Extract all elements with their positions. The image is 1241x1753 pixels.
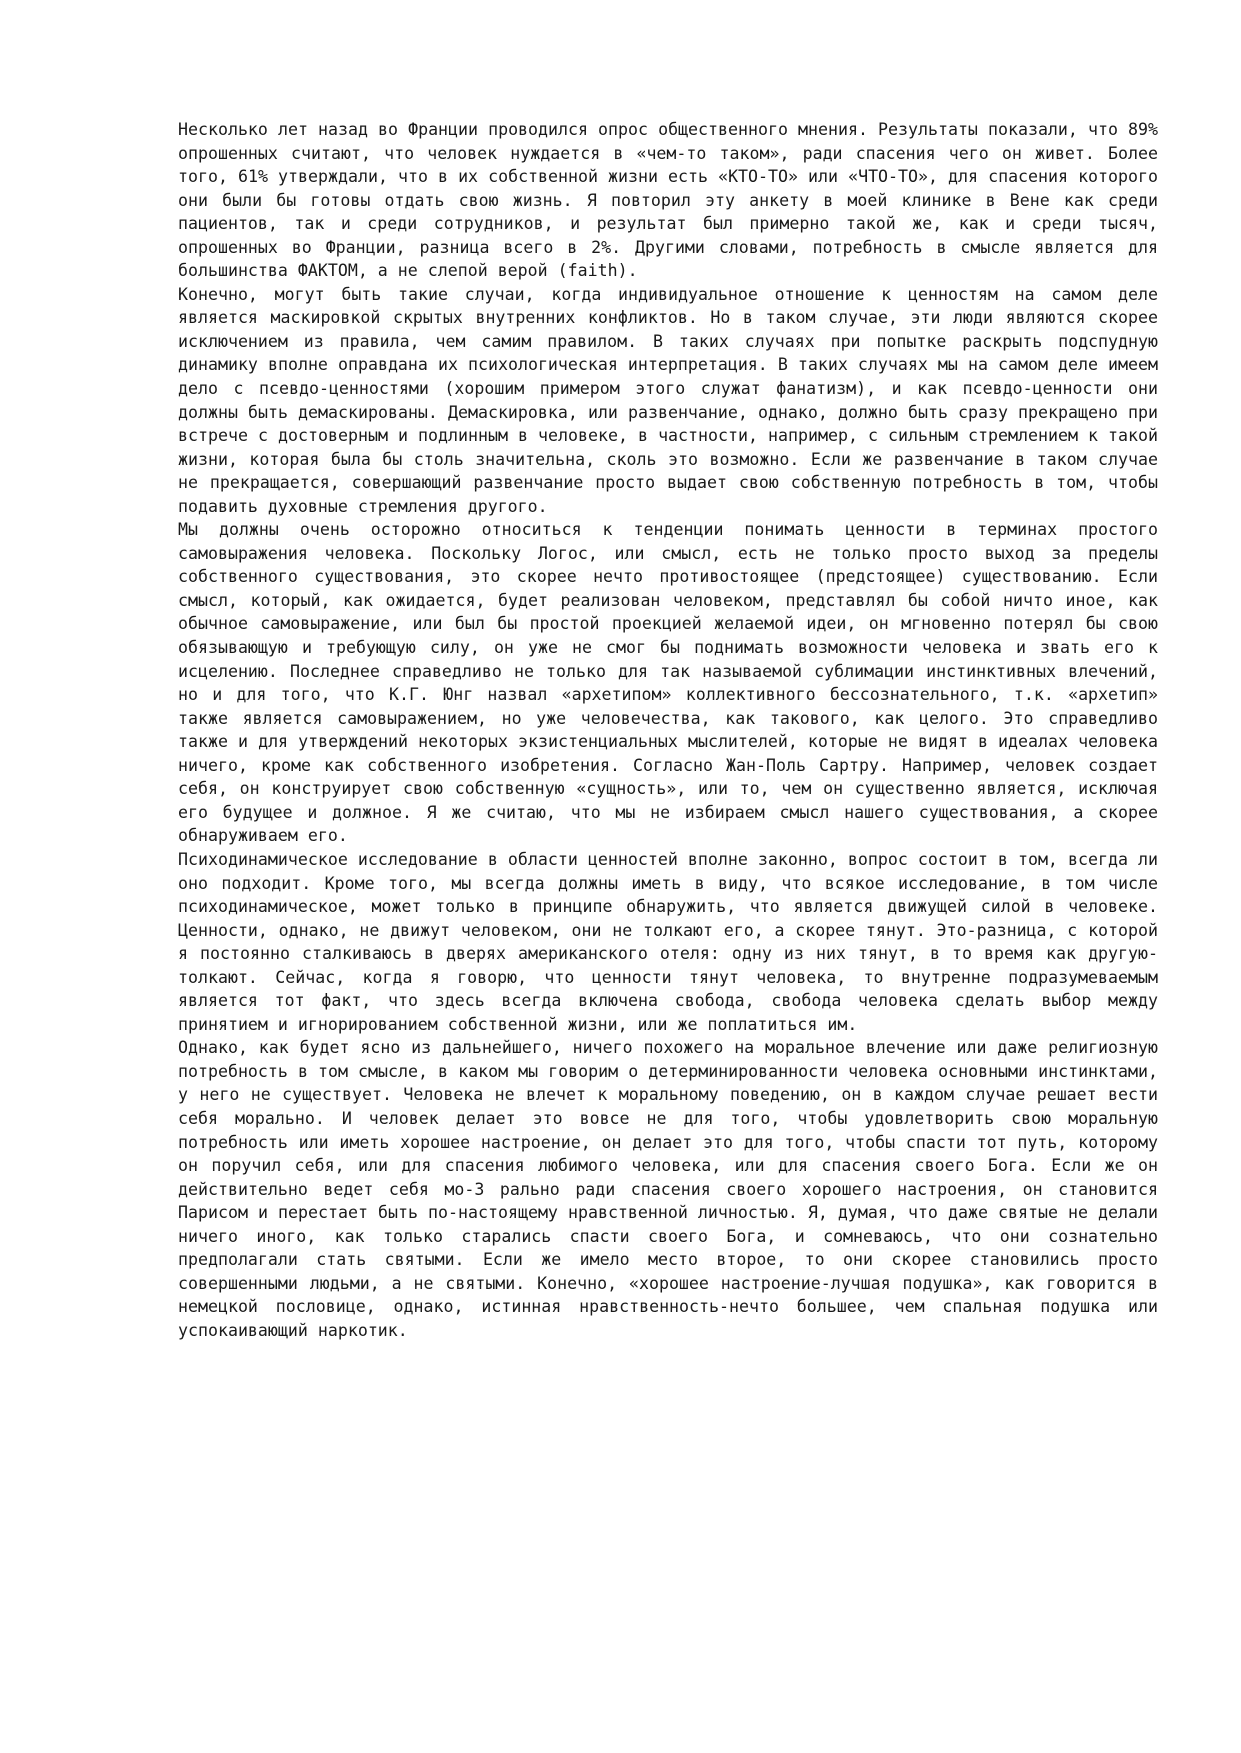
paragraph-psychodynamic: Психодинамическое исследование в области ценностей вполне законно, вопрос состоит в том, всегда ли оно подходит. Кроме того, мы всегда должны иметь в виду, что всякое исследование, в том числе психодинамическое, может только в принципе обнаружить, что является движущей силой в человеке. Ценности, однако, не движут человеком, они не толкают его, а скорее тянут. Это-разница, с которой я постоянно сталкиваюсь в дверях американского отеля: одну из них тянут, в то время как другую-толкают. Сейчас, когда я говорю, что ценности тянут человека, то внутренне подразумеваемым является тот факт, что здесь всегда включена свобода, свобода человека сделать выбор между принятием и игнорированием собственной жизни, или же поплатиться им.	[178, 849, 1158, 1034]
paragraph-self-expression: Мы должны очень осторожно относиться к тенденции понимать ценности в терминах простого самовыражения человека. Поскольку Логос, или смысл, есть не только просто выход за пределы собственного существования, это скорее нечто противостоящее (предстоящее) существованию. Если смысл, который, как ожидается, будет реализован человеком, представлял бы собой ничто иное, как обычное самовыражение, или был бы простой проекцией желаемой идеи, он мгновенно потерял бы свою обязывающую и требующую силу, он уже не смог бы поднимать возможности человека и звать его к исцелению. Последнее справедливо не только для так называемой сублимации инстинктивных влечений, но и для того, что К.Г. Юнг назвал «архетипом» коллективного бессознательного, т.к. «архетип» также является самовыражением, но уже человечества, как такового, как целого. Это справедливо также и для утверждений некоторых экзистенциальных мыслителей, которые не видят в идеалах человека ничего, кроме как собственного изобретения. Согласно Жан-Поль Сартру. Например, человек создает себя, он конструирует свою собственную «сущность», или то, чем он существенно является, исключая его будущее и должное. Я же считаю, что мы не избираем смысл нашего существования, а скорее обнаруживаем его.	[178, 520, 1158, 846]
paragraph-pseudo-values: Конечно, могут быть такие случаи, когда индивидуальное отношение к ценностям на самом деле является маскировкой скрытых внутренних конфликтов. Но в таком случае, эти люди являются скорее исключением из правила, чем самим правилом. В таких случаях при попытке раскрыть подспудную динамику вполне оправдана их психологическая интерпретация. В таких случаях мы на самом деле имеем дело с псевдо-ценностями (хорошим примером этого служат фанатизм), и как псевдо-ценности они должны быть демаскированы. Демаскировка, или развенчание, однако, должно быть сразу прекращено при встрече с достоверным и подлинным в человеке, в частности, например, с сильным стремлением к такой жизни, которая была бы столь значительна, сколь это возможно. Если же развенчание в таком случае не прекращается, совершающий развенчание просто выдает свою собственную потребность в том, чтобы подавить духовные стремления другого.	[178, 284, 1158, 516]
body-text	[178, 118, 1158, 1342]
paragraph-morality: Однако, как будет ясно из дальнейшего, ничего похожего на моральное влечение или даже религиозную потребность в том смысле, в каком мы говорим о детерминированности человека основными инстинктами, у него не существует. Человека не влечет к моральному поведению, он в каждом случае решает вести себя морально. И человек делает это вовсе не для того, чтобы удовлетворить свою моральную потребность или иметь хорошее настроение, он делает это для того, чтобы спасти тот путь, которому он поручил себя, или для спасения любимого человека, или для спасения своего Бога. Если же он действительно ведет себя мо-3 рально ради спасения своего хорошего настроения, он становится Парисом и перестает быть по-настоящему нравственной личностью. Я, думая, что даже святые не делали ничего иного, как только старались спасти своего Бога, и сомневаюсь, что они сознательно предполагали стать святыми. Если же имело место второе, то они скорее становились просто совершенными людьми, а не святыми. Конечно, «хорошее настроение-лучшая подушка», как говорится в немецкой пословице, однако, истинная нравственность-нечто большее, чем спальная подушка или успокаивающий наркотик.	[178, 1038, 1158, 1340]
paragraph-survey: Несколько лет назад во Франции проводился опрос общественного мнения. Результаты показали, что 89% опрошенных считают, что человек нуждается в «чем-то таком», ради спасения чего он живет. Более того, 61% утверждали, что в их собственной жизни есть «КТО-ТО» или «ЧТО-ТО», для спасения которого они были бы готовы отдать свою жизнь. Я повторил эту анкету в моей клинике в Вене как среди пациентов, так и среди сотрудников, и результат был примерно такой же, как и среди тысяч, опрошенных во Франции, разница всего в 2%. Другими словами, потребность в смысле является для большинства ФАКТОМ, а не слепой верой (faith).	[178, 120, 1158, 281]
